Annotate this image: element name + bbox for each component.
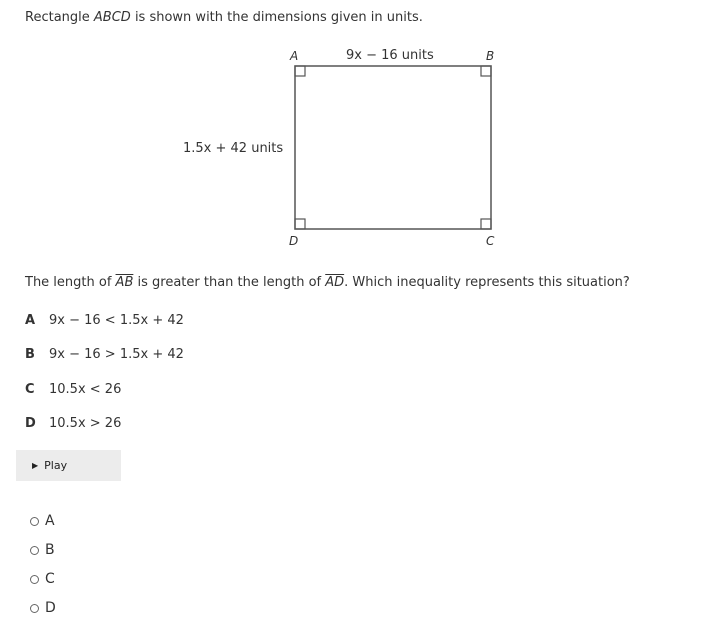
choice-letter: C — [25, 382, 35, 397]
choice-c — [25, 382, 121, 397]
radio-circle-icon[interactable] — [30, 517, 39, 526]
rectangle-abcd — [295, 66, 491, 229]
right-angle-mark-b — [481, 66, 491, 76]
right-angle-mark-d — [295, 219, 305, 229]
choice-text: 10.5x < 26 — [49, 382, 122, 397]
top-dimension-label: 9x − 16 units — [346, 48, 434, 63]
question-part-2: is greater than the length of — [133, 275, 326, 290]
choice-letter: D — [25, 416, 36, 431]
answer-label: B — [45, 542, 55, 558]
choice-a — [25, 313, 184, 328]
answer-option-d[interactable] — [30, 600, 56, 616]
vertex-label-a: A — [290, 49, 299, 63]
answer-option-a[interactable] — [30, 513, 55, 529]
left-dimension-label: 1.5x + 42 units — [183, 141, 284, 156]
play-triangle-icon: ▶ — [32, 461, 39, 470]
question-text — [25, 275, 630, 290]
right-angle-mark-a — [295, 66, 305, 76]
question-part-1: The length of — [25, 275, 116, 290]
answer-label: D — [45, 600, 56, 616]
vertex-label-d: D — [289, 234, 299, 248]
radio-circle-icon[interactable] — [30, 546, 39, 555]
choice-d — [25, 416, 121, 431]
choice-text: 9x − 16 > 1.5x + 42 — [49, 347, 184, 362]
choice-letter: B — [25, 347, 35, 362]
answer-label: A — [45, 513, 55, 529]
vertex-label-c: C — [486, 234, 495, 248]
prompt-text-post: is shown with the dimensions given in units. — [130, 10, 423, 25]
play-button[interactable] — [16, 450, 121, 481]
prompt-text-pre: Rectangle — [25, 10, 94, 25]
radio-circle-icon[interactable] — [30, 604, 39, 613]
answer-label: C — [45, 571, 55, 587]
segment-ab: $\overline{AB}$ — [115, 275, 134, 290]
rectangle-name: ABCD — [93, 10, 131, 25]
choice-text: 10.5x > 26 — [49, 416, 122, 431]
play-label: Play — [44, 459, 68, 472]
choice-letter: A — [25, 313, 36, 328]
segment-ad: $\overline{AD}$ — [325, 275, 345, 290]
answer-option-c[interactable] — [30, 571, 55, 587]
rectangle-diagram — [0, 0, 713, 260]
choice-text: 9x − 16 < 1.5x + 42 — [49, 313, 184, 328]
choice-b — [25, 347, 184, 362]
radio-circle-icon[interactable] — [30, 575, 39, 584]
answer-option-b[interactable] — [30, 542, 55, 558]
right-angle-mark-c — [481, 219, 491, 229]
question-part-3: . Which inequality represents this situation? — [344, 275, 630, 290]
vertex-label-b: B — [486, 49, 495, 63]
